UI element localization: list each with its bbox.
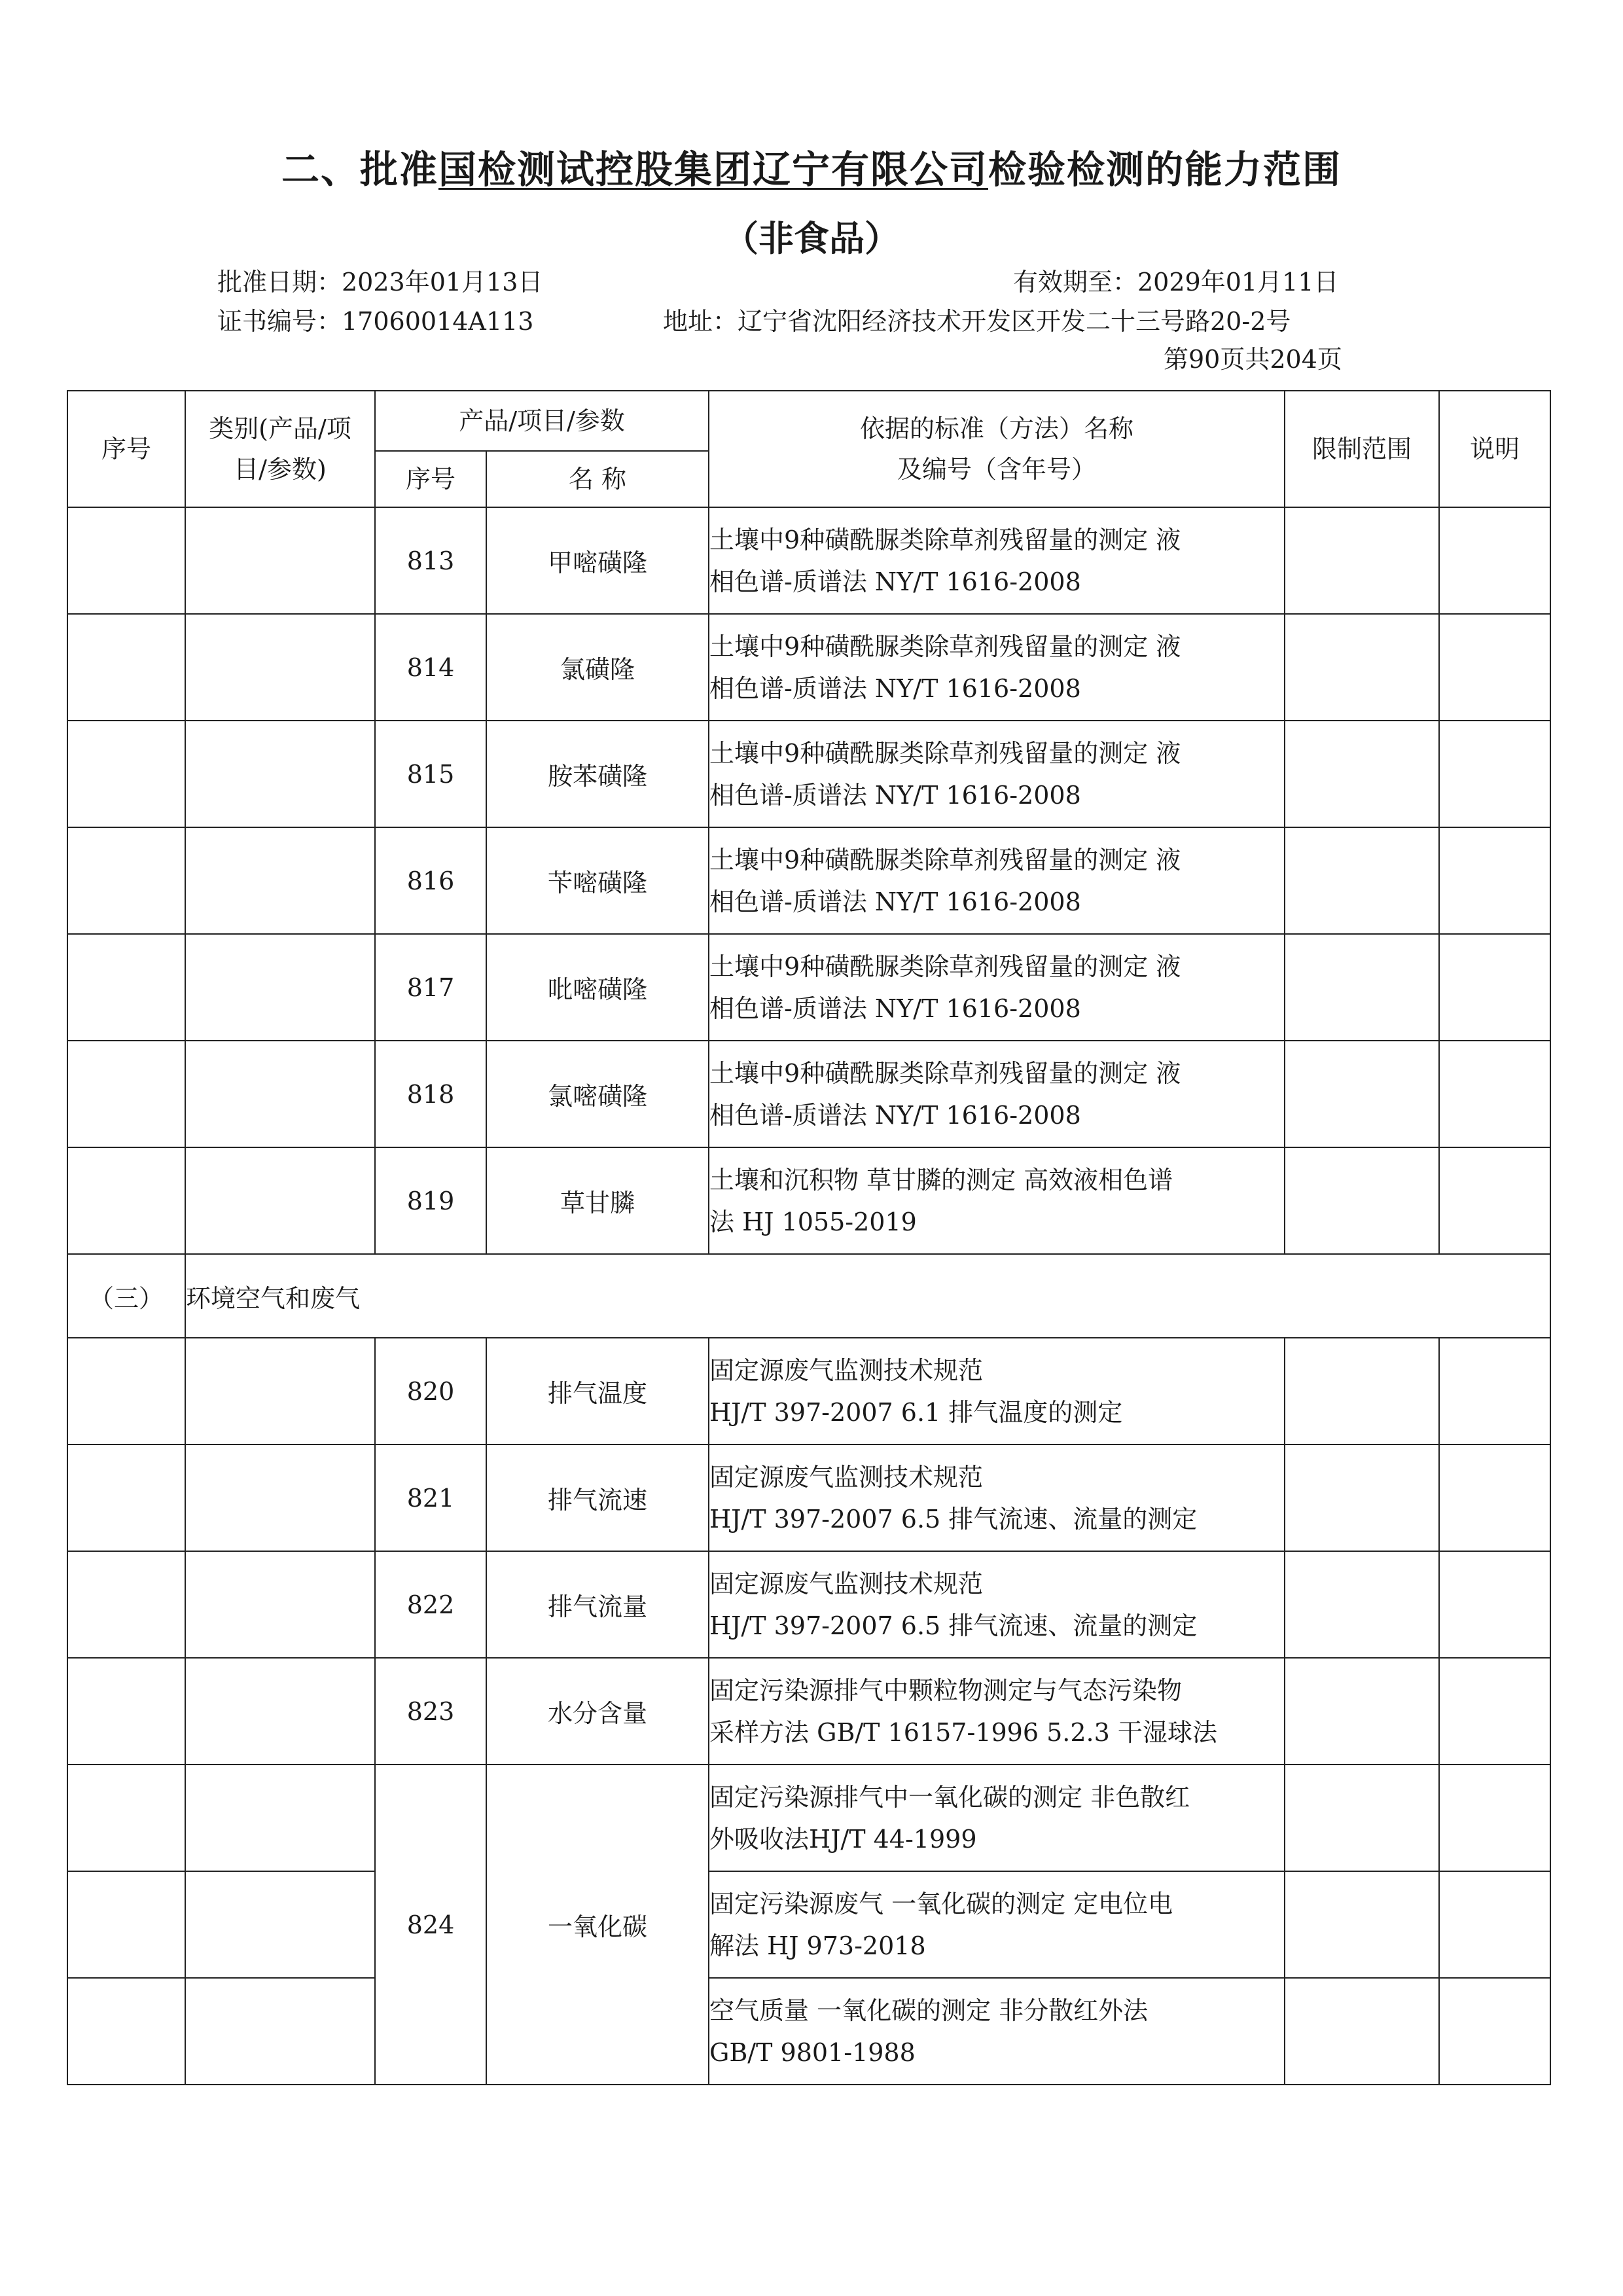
table-row: [67, 827, 1550, 934]
item-name: 氯嘧磺隆: [486, 1041, 709, 1147]
header-standard-line2: 及编号（含年号）: [897, 455, 1097, 484]
item-name: 排气流速: [486, 1444, 709, 1551]
table-row: [67, 1551, 1550, 1658]
standard-line2: 法 HJ 1055-2019: [709, 1207, 917, 1236]
standard-cell: [709, 1765, 1285, 1871]
approval-date: 批准日期：2023年01月13日: [217, 268, 543, 296]
item-name: 吡嘧磺隆: [486, 934, 709, 1041]
item-no: 818: [375, 1041, 486, 1147]
item-no: 816: [375, 827, 486, 934]
standard-line2: HJ/T 397-2007 6.5 排气流速、流量的测定: [709, 1611, 1198, 1640]
standard-line1: 土壤中9种磺酰脲类除草剂残留量的测定 液: [709, 952, 1181, 981]
item-name: 氯磺隆: [486, 614, 709, 721]
standard-cell: [709, 1147, 1285, 1254]
standard-line1: 土壤中9种磺酰脲类除草剂残留量的测定 液: [709, 525, 1181, 554]
table-row: [67, 1041, 1550, 1147]
standard-line1: 土壤中9种磺酰脲类除草剂残留量的测定 液: [709, 738, 1181, 768]
header-standard: [709, 391, 1285, 507]
standard-cell: [709, 1338, 1285, 1444]
section-name: 环境空气和废气: [185, 1254, 1550, 1338]
section-row: [67, 1254, 1550, 1338]
standard-line1: 空气质量 一氧化碳的测定 非分散红外法: [709, 1996, 1149, 2025]
page-subtitle: （非食品）: [723, 218, 900, 259]
page-number: 第90页共204页: [1164, 345, 1342, 374]
standard-line2: 采样方法 GB/T 16157-1996 5.2.3 干湿球法: [709, 1717, 1217, 1747]
title-org: 国检测试控股集团辽宁有限公司: [438, 147, 988, 192]
item-name: 水分含量: [486, 1658, 709, 1765]
item-no: 824: [375, 1765, 486, 2085]
standard-line1: 固定源废气监测技术规范: [709, 1569, 984, 1598]
header-limit: 限制范围: [1285, 391, 1439, 507]
standard-line1: 固定污染源排气中颗粒物测定与气态污染物: [709, 1676, 1183, 1705]
header-product-group: 产品/项目/参数: [375, 391, 709, 451]
standard-line1: 固定源废气监测技术规范: [709, 1462, 984, 1492]
item-no: 817: [375, 934, 486, 1041]
header-note: 说明: [1439, 391, 1550, 507]
item-no: 822: [375, 1551, 486, 1658]
item-no: 823: [375, 1658, 486, 1765]
table-row: [67, 1338, 1550, 1444]
table-row: [67, 721, 1550, 827]
table-row: [67, 1444, 1550, 1551]
table-row: [67, 1147, 1550, 1254]
standard-cell: [709, 1444, 1285, 1551]
standard-cell: [709, 1041, 1285, 1147]
standard-line2: 相色谱-质谱法 NY/T 1616-2008: [709, 567, 1081, 596]
standard-line2: 相色谱-质谱法 NY/T 1616-2008: [709, 994, 1081, 1023]
standard-line2: 相色谱-质谱法 NY/T 1616-2008: [709, 1100, 1081, 1130]
header-category-label: 类别(产品/项目/参数): [209, 414, 351, 484]
standard-cell: [709, 1658, 1285, 1765]
standard-cell: [709, 934, 1285, 1041]
valid-until: 有效期至：2029年01月11日: [1013, 268, 1339, 296]
cert-number: 证书编号：17060014A113: [217, 307, 534, 336]
standard-line2: HJ/T 397-2007 6.1 排气温度的测定: [709, 1397, 1123, 1427]
title-prefix: 二、批准: [281, 147, 438, 192]
standard-cell: [709, 614, 1285, 721]
standard-line1: 土壤中9种磺酰脲类除草剂残留量的测定 液: [709, 632, 1181, 661]
table-row: [67, 1765, 1550, 1871]
standard-line2: HJ/T 397-2007 6.5 排气流速、流量的测定: [709, 1504, 1198, 1534]
header-seq: 序号: [67, 391, 185, 507]
address: 地址：辽宁省沈阳经济技术开发区开发二十三号路20-2号: [663, 307, 1291, 336]
item-name: 排气温度: [486, 1338, 709, 1444]
item-name: 一氧化碳: [486, 1765, 709, 2085]
standard-cell: [709, 507, 1285, 614]
item-no: 819: [375, 1147, 486, 1254]
header-item-no: 序号: [375, 451, 486, 507]
standard-line1: 土壤中9种磺酰脲类除草剂残留量的测定 液: [709, 845, 1181, 874]
standard-line1: 固定污染源废气 一氧化碳的测定 定电位电: [709, 1889, 1173, 1918]
standard-line2: 外吸收法HJ/T 44-1999: [709, 1824, 977, 1854]
standard-line2: GB/T 9801-1988: [709, 2037, 916, 2067]
item-no: 821: [375, 1444, 486, 1551]
standard-cell: [709, 721, 1285, 827]
item-name: 排气流量: [486, 1551, 709, 1658]
table-row: [67, 1658, 1550, 1765]
item-no: 813: [375, 507, 486, 614]
header-item-name: 名 称: [486, 451, 709, 507]
header-standard-line1: 依据的标准（方法）名称: [860, 414, 1134, 443]
section-number: （三）: [67, 1254, 185, 1338]
table-row: [67, 507, 1550, 614]
table-row: [67, 934, 1550, 1041]
standard-line2: 相色谱-质谱法 NY/T 1616-2008: [709, 673, 1081, 703]
standard-cell: [709, 1978, 1285, 2085]
item-no: 814: [375, 614, 486, 721]
page-title: [0, 139, 1623, 194]
table-row: [67, 1978, 1550, 2085]
item-name: 胺苯磺隆: [486, 721, 709, 827]
capability-table: [67, 390, 1551, 2085]
standard-line1: 土壤和沉积物 草甘膦的测定 高效液相色谱: [709, 1165, 1173, 1194]
standard-cell: [709, 827, 1285, 934]
standard-line1: 土壤中9种磺酰脲类除草剂残留量的测定 液: [709, 1058, 1181, 1088]
item-name: 甲嘧磺隆: [486, 507, 709, 614]
standard-line1: 固定源废气监测技术规范: [709, 1355, 984, 1385]
standard-cell: [709, 1551, 1285, 1658]
standard-line2: 相色谱-质谱法 NY/T 1616-2008: [709, 780, 1081, 810]
standard-cell: [709, 1871, 1285, 1978]
standard-line2: 解法 HJ 973-2018: [709, 1931, 926, 1960]
table-row: [67, 614, 1550, 721]
item-name: 苄嘧磺隆: [486, 827, 709, 934]
header-category: [185, 391, 375, 507]
standard-line2: 相色谱-质谱法 NY/T 1616-2008: [709, 887, 1081, 916]
item-no: 815: [375, 721, 486, 827]
item-no: 820: [375, 1338, 486, 1444]
item-name: 草甘膦: [486, 1147, 709, 1254]
table-row: [67, 1871, 1550, 1978]
title-suffix: 检验检测的能力范围: [988, 147, 1342, 192]
standard-line1: 固定污染源排气中一氧化碳的测定 非色散红: [709, 1782, 1190, 1812]
